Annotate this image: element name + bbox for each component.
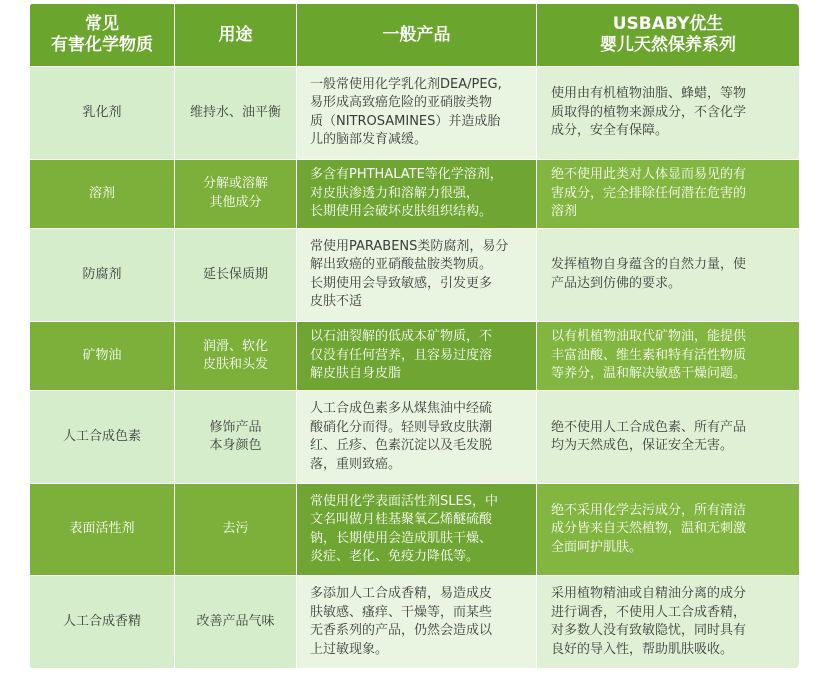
usbaby-cell xyxy=(537,483,800,576)
usbaby-cell-line: 发挥植物自身蕴含的自然力量，使 xyxy=(551,257,747,273)
substance-name-cell xyxy=(30,159,175,229)
table-row xyxy=(30,576,800,669)
substance-name-cell-text: 人工合成香精 xyxy=(62,613,141,629)
general-product-cell-line: 酸硝化分而得。轻则导致皮肤潮 xyxy=(310,419,493,435)
usbaby-cell-line: 成分，安全有保障。 xyxy=(551,123,669,138)
general-product-cell-line: 多添加人工合成香精，易造成皮 xyxy=(310,586,493,602)
general-product-cell-line: 皮肤不适 xyxy=(310,294,363,310)
general-product-cell xyxy=(297,321,537,391)
use-cell-line: 皮肤和头发 xyxy=(202,357,268,373)
table-row xyxy=(30,391,800,484)
table-row xyxy=(30,229,800,322)
general-product-cell xyxy=(297,576,537,669)
comparison-table-wrap xyxy=(29,3,799,669)
general-product-cell-line: 儿的脑部发育减缓。 xyxy=(310,132,428,148)
substance-name-cell-text: 溶剂 xyxy=(88,185,115,201)
usbaby-cell-line: 良好的导入性，帮助肌肤吸收。 xyxy=(551,641,734,657)
header-line: 有害化学物质 xyxy=(51,35,153,55)
usbaby-cell-line: 绝不使用人工合成色素、所有产品 xyxy=(551,419,747,435)
general-product-cell-line: 长期使用会破坏皮肤组织结构。 xyxy=(310,204,493,220)
general-product-cell-line: 解出致癌的亚硝酸盐胺类物质。 xyxy=(310,257,493,273)
general-product-cell-line: 无香系列的产品，仍然会造成以 xyxy=(310,623,493,639)
usbaby-cell xyxy=(537,67,800,160)
table-body xyxy=(30,67,800,669)
table-row xyxy=(30,321,800,391)
usbaby-cell-line: 害成分，完全排除任何潜在危害的 xyxy=(551,185,747,201)
use-cell-line: 去污 xyxy=(222,521,249,537)
substance-name-cell xyxy=(30,229,175,322)
general-product-cell-line: 长期使用会导致敏感，引发更多 xyxy=(310,275,493,291)
usbaby-cell-line: 等养分，温和解决敏感干燥问题。 xyxy=(551,366,747,382)
usbaby-cell xyxy=(537,576,800,669)
use-cell xyxy=(175,229,297,322)
general-product-cell-line: 肤敏感、瘙痒、干燥等，而某些 xyxy=(310,604,493,620)
use-cell-line: 分解或溶解 xyxy=(202,176,268,192)
table-row xyxy=(30,67,800,160)
substance-name-cell xyxy=(30,576,175,669)
usbaby-cell-line: 成分皆来自天然植物，温和无刺激 xyxy=(551,521,747,537)
general-product-cell xyxy=(297,159,537,229)
use-cell xyxy=(175,576,297,669)
usbaby-cell-line: 均为天然成色，保证安全无害。 xyxy=(551,438,734,454)
general-product-cell-line: 落，重则致癌。 xyxy=(310,456,402,472)
header-usbaby-series xyxy=(537,4,800,67)
use-cell xyxy=(175,483,297,576)
usbaby-cell-line: 绝不采用化学去污成分，所有清洁 xyxy=(551,502,747,518)
substance-name-cell-text: 表面活性剂 xyxy=(69,521,135,537)
use-cell-line: 润滑、软化 xyxy=(202,338,268,354)
substance-name-cell xyxy=(30,483,175,576)
general-product-cell-line: 质（NITROSAMINES）并造成胎 xyxy=(310,113,501,129)
usbaby-cell-line: 进行调香，不使用人工合成香精， xyxy=(551,604,747,620)
substance-name-cell xyxy=(30,321,175,391)
general-product-cell-line: 常使用PARABENS类防腐剂，易分 xyxy=(310,238,509,254)
substance-name-cell-text: 矿物油 xyxy=(82,347,122,363)
table-row xyxy=(30,159,800,229)
header-line: 常见 xyxy=(85,14,119,34)
usbaby-cell-line: 采用植物精油或自精油分离的成分 xyxy=(551,586,747,602)
header-line: USBABY优生 xyxy=(612,14,724,34)
general-product-cell-line: 多含有PHTHALATE等化学溶剂， xyxy=(310,167,503,183)
table-row xyxy=(30,483,800,576)
general-product-cell xyxy=(297,67,537,160)
usbaby-cell-line: 质取得的植物来源成分，不含化学 xyxy=(551,104,747,120)
general-product-cell-line: 红、丘疹、色素沉淀以及毛发脱 xyxy=(310,438,493,454)
use-cell-line: 改善产品气味 xyxy=(196,613,275,629)
general-product-cell-line: 常使用化学表面活性剂SLES，中 xyxy=(310,493,498,509)
general-product-cell-line: 易形成高致癌危险的亚硝胺类物 xyxy=(310,95,493,111)
general-product-cell-line: 解皮肤自身皮脂 xyxy=(310,366,402,382)
use-cell xyxy=(175,321,297,391)
substance-name-cell-text: 人工合成色素 xyxy=(62,428,141,444)
general-product-cell xyxy=(297,391,537,484)
general-product-cell-line: 文名叫做月桂基聚氧乙烯醚硫酸 xyxy=(310,512,493,528)
general-product-cell-line: 上过敏现象。 xyxy=(310,641,389,657)
general-product-cell-line: 对皮肤渗透力和溶解力很强， xyxy=(310,185,480,201)
general-product-cell-line: 仅没有任何营养，且容易过度溶 xyxy=(310,347,493,363)
header-line: 用途 xyxy=(218,24,253,45)
use-cell xyxy=(175,391,297,484)
use-cell xyxy=(175,159,297,229)
use-cell-line: 本身颜色 xyxy=(209,438,262,454)
usbaby-cell-line: 对多数人没有致敏隐忧，同时具有 xyxy=(551,623,747,639)
use-cell-line: 修饰产品 xyxy=(209,419,262,435)
use-cell xyxy=(175,67,297,160)
usbaby-cell xyxy=(537,229,800,322)
general-product-cell-line: 人工合成色素多从煤焦油中经硫 xyxy=(310,401,493,417)
usbaby-cell-line: 全面呵护肌肤。 xyxy=(551,539,643,555)
header-use xyxy=(175,4,297,67)
table-header-row xyxy=(30,4,800,67)
use-cell-line: 维持水、油平衡 xyxy=(189,104,281,120)
general-product-cell-line: 以石油裂解的低成本矿物质，不 xyxy=(310,329,493,345)
usbaby-cell-line: 绝不使用此类对人体显而易见的有 xyxy=(551,167,747,183)
use-cell-line: 延长保质期 xyxy=(202,266,268,282)
header-line: 婴儿天然保养系列 xyxy=(600,35,736,55)
substance-name-cell-text: 防腐剂 xyxy=(82,266,122,282)
usbaby-cell xyxy=(537,391,800,484)
general-product-cell xyxy=(297,229,537,322)
usbaby-cell-line: 以有机植物油取代矿物油，能提供 xyxy=(551,329,747,345)
header-harmful-substance xyxy=(30,4,175,67)
general-product-cell xyxy=(297,483,537,576)
general-product-cell-line: 一般常使用化学乳化剂DEA/PEG, xyxy=(310,76,502,92)
substance-name-cell xyxy=(30,67,175,160)
substance-name-cell xyxy=(30,391,175,484)
usbaby-cell xyxy=(537,321,800,391)
usbaby-cell-line: 产品达到仿佛的要求。 xyxy=(551,275,682,291)
general-product-cell-line: 钠，长期使用会造成肌肤干燥、 xyxy=(310,530,493,546)
substance-name-cell-text: 乳化剂 xyxy=(82,104,122,120)
header-general-products xyxy=(297,4,537,67)
comparison-table xyxy=(29,3,799,669)
use-cell-line: 其他成分 xyxy=(209,194,262,210)
usbaby-cell-line: 溶剂 xyxy=(551,204,578,220)
usbaby-cell-line: 使用由有机植物油脂、蜂蜡，等物 xyxy=(551,86,747,101)
usbaby-cell xyxy=(537,159,800,229)
header-line: 一般产品 xyxy=(382,24,451,45)
general-product-cell-line: 炎症、老化、免疫力降低等。 xyxy=(310,549,480,565)
usbaby-cell-line: 丰富油酸、维生素和特有活性物质 xyxy=(551,347,747,363)
